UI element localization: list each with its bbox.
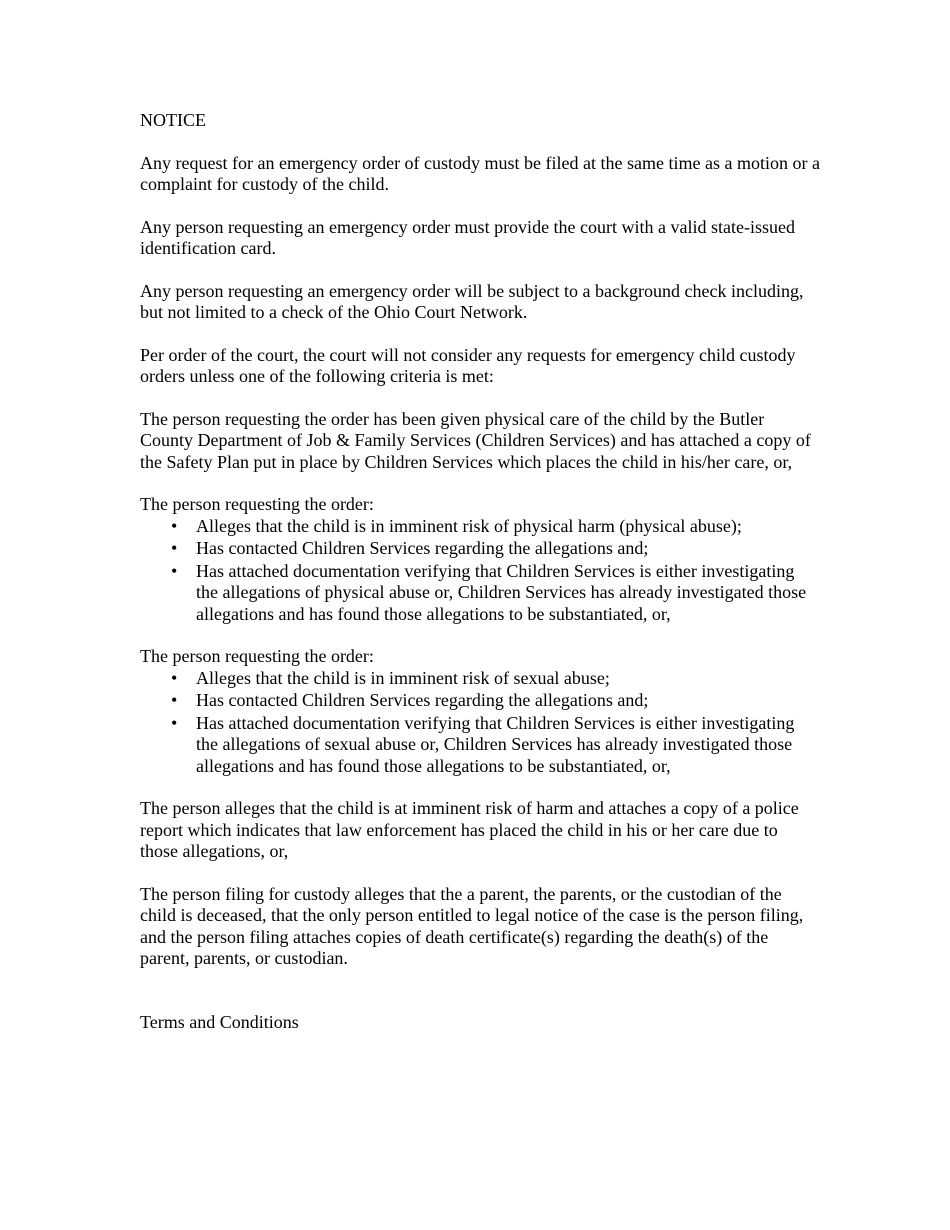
paragraph-police-report: The person alleges that the child is at imminent risk of harm and attaches a copy of a police report which indicates that law enforcement has placed the child in his or her care due to those allegations, or,	[140, 798, 799, 861]
list-item-text: Alleges that the child is in imminent risk of physical harm (physical abuse);	[196, 515, 742, 536]
bullet-icon: •	[171, 690, 178, 710]
list-item-text: Has contacted Children Services regarding the allegations and;	[196, 538, 649, 558]
list-item-text: Has attached documentation verifying that Children Services is either investigating the allegations of sexual abuse or, Children Services has already investigated those allegations and has found those allegations to be substantiated, or,	[196, 712, 795, 776]
list-item	[140, 713, 820, 778]
bullet-icon: •	[171, 560, 178, 581]
physical-criteria-intro: The person requesting the order:	[140, 494, 374, 514]
bullet-icon: •	[171, 712, 178, 733]
list-item	[140, 561, 820, 626]
paragraph-safety-plan: The person requesting the order has been given physical care of the child by the Butler County Department of Job & Family Services (Children Services) and has attached a copy of the Safety Plan put in place by Children Services which places the child in his/her care, or,	[140, 408, 811, 472]
notice-heading: NOTICE	[140, 110, 206, 130]
list-item-text: Alleges that the child is in imminent risk of sexual abuse;	[196, 667, 610, 688]
list-item	[140, 668, 820, 690]
paragraph-filing-requirement: Any request for an emergency order of custody must be filed at the same time as a motion or a complaint for custody of the child.	[140, 152, 820, 194]
bullet-icon: •	[171, 515, 178, 536]
physical-criteria-list	[140, 516, 820, 626]
paragraph-criteria-intro: Per order of the court, the court will not consider any requests for emergency child custody orders unless one of the following criteria is met:	[140, 344, 796, 386]
bullet-icon: •	[171, 667, 178, 688]
list-item-text: Has attached documentation verifying that Children Services is either investigating the allegations of physical abuse or, Children Services has already investigated those allegations and has found those allegations to be substantiated, or,	[196, 560, 807, 624]
sexual-criteria-intro: The person requesting the order:	[140, 646, 374, 666]
sexual-criteria-list	[140, 668, 820, 778]
list-item	[140, 538, 820, 560]
paragraph-identification: Any person requesting an emergency order must provide the court with a valid state-issued identification card.	[140, 216, 795, 258]
list-item	[140, 516, 820, 538]
list-item-text: Has contacted Children Services regarding the allegations and;	[196, 690, 649, 710]
list-item	[140, 690, 820, 712]
terms-and-conditions-heading: Terms and Conditions	[140, 1011, 299, 1032]
paragraph-background-check: Any person requesting an emergency order will be subject to a background check including, but not limited to a check of the Ohio Court Network.	[140, 280, 804, 322]
paragraph-death-certificate: The person filing for custody alleges that the a parent, the parents, or the custodian of the child is deceased, that the only person entitled to legal notice of the case is the person filing, and the person filing attaches copies of death certificate(s) regarding the death(s) of the parent, parents, or custodian.	[140, 883, 804, 968]
bullet-icon: •	[171, 538, 178, 558]
